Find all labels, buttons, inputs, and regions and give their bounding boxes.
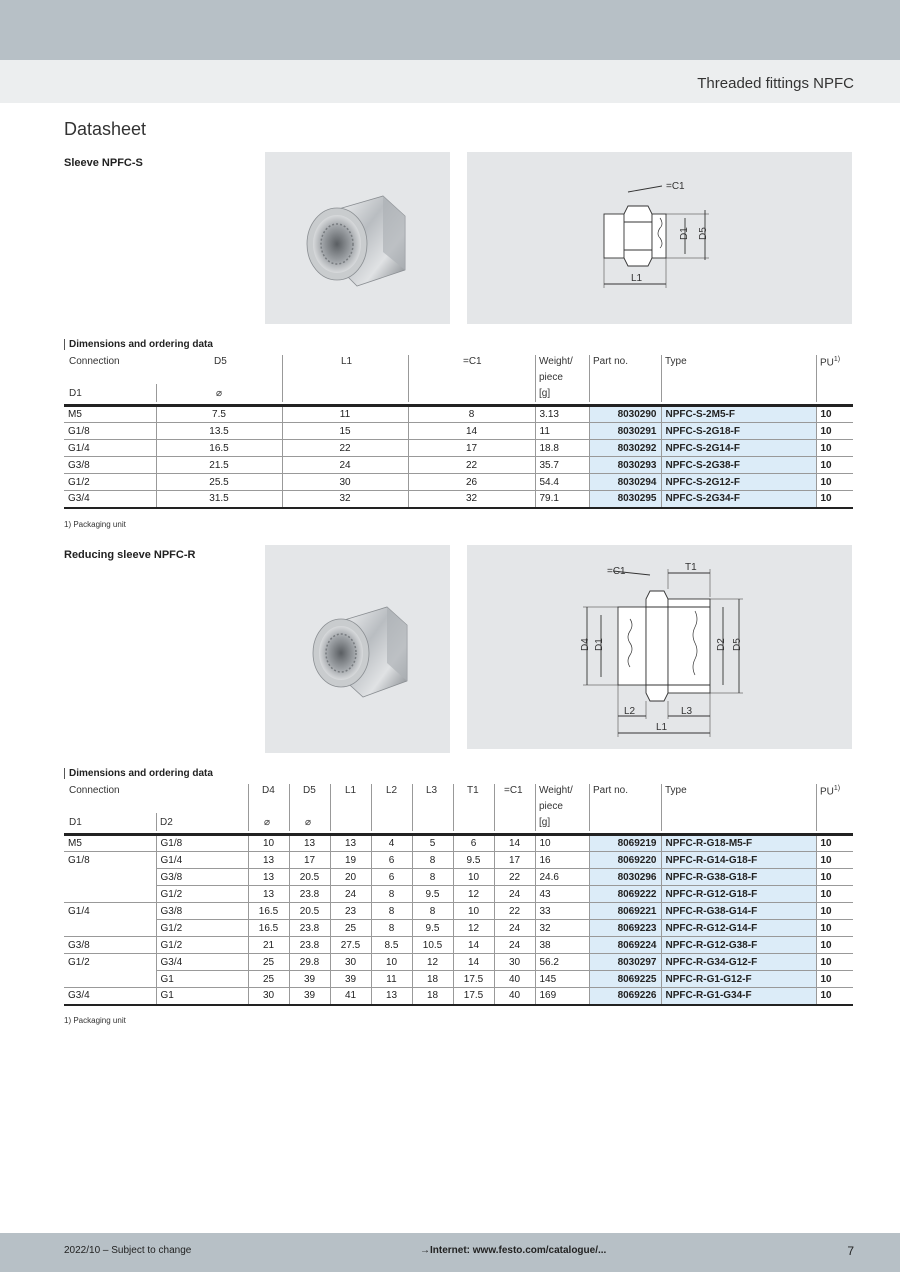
- reducing-cell: 8: [412, 903, 453, 920]
- reducing-cell: NPFC-R-G34-G12-F: [661, 954, 816, 971]
- technical-drawing-sleeve: [467, 152, 852, 324]
- footnote-reducing-sleeve: 1) Packaging unit: [64, 1016, 126, 1025]
- dim-label-d2: D2: [716, 638, 727, 651]
- reducing-cell: 23.8: [289, 937, 330, 954]
- reducing-cell: 12: [412, 954, 453, 971]
- reducing-cell: 5: [412, 835, 453, 852]
- reducing-cell: 13: [248, 852, 289, 869]
- sleeve-cell: 30: [282, 474, 408, 491]
- reducing-cell: 18: [412, 988, 453, 1005]
- hdr2-piece: piece: [539, 801, 563, 812]
- reducing-cell: 8069226: [589, 988, 661, 1005]
- reducing-cell: 18: [412, 971, 453, 988]
- section-title-sleeve: Sleeve NPFC-S: [64, 157, 143, 169]
- hdr-weight: Weight/: [539, 356, 573, 367]
- reducing-cell: 6: [371, 852, 412, 869]
- sleeve-row: [64, 474, 853, 491]
- reducing-cell: 19: [330, 852, 371, 869]
- reducing-cell: 39: [289, 971, 330, 988]
- hdr-partno: Part no.: [593, 356, 629, 367]
- dim-label-l1-r: L1: [656, 722, 668, 733]
- sleeve-cell: 8030294: [589, 474, 661, 491]
- hdr2-pu: PU$^{1)}$: [820, 785, 841, 798]
- reducing-cell: G1/2: [156, 920, 248, 937]
- reducing-cell: 14: [494, 835, 535, 852]
- reducing-cell: 17: [289, 852, 330, 869]
- reducing-cell: 10: [453, 869, 494, 886]
- reducing-cell: 33: [535, 903, 589, 920]
- reducing-cell: 22: [494, 869, 535, 886]
- reducing-cell: 8: [371, 886, 412, 903]
- reducing-cell: 12: [453, 886, 494, 903]
- reducing-cell: 11: [371, 971, 412, 988]
- dim-label-l1: L1: [631, 273, 643, 284]
- sleeve-row: [64, 440, 853, 457]
- sleeve-cell: 16.5: [156, 440, 282, 457]
- header-title: Threaded fittings NPFC: [697, 75, 854, 92]
- sleeve-cell: 8030292: [589, 440, 661, 457]
- dim-label-wrench: =C1: [666, 181, 685, 192]
- reducing-cell: 9.5: [412, 886, 453, 903]
- sleeve-cell: 8030293: [589, 457, 661, 474]
- hdr2-d4: D4: [262, 785, 275, 796]
- reducing-cell: 10: [816, 988, 853, 1005]
- footer-catalogue-link[interactable]: →Internet: www.festo.com/catalogue/...: [420, 1245, 607, 1256]
- reducing-cell: 13: [330, 835, 371, 852]
- reducing-cell: 23: [330, 903, 371, 920]
- hdr2-t1: T1: [467, 785, 479, 796]
- reducing-cell: 8069221: [589, 903, 661, 920]
- reducing-row: [64, 954, 853, 971]
- reducing-cell: 39: [330, 971, 371, 988]
- product-photo-sleeve: [265, 152, 450, 324]
- sleeve-cell: 24: [282, 457, 408, 474]
- sleeve-cell: 32: [408, 491, 535, 508]
- sleeve-cell: NPFC-S-2G34-F: [661, 491, 816, 508]
- sleeve-cell: 8030295: [589, 491, 661, 508]
- hdr2-weight-unit: [g]: [539, 817, 551, 828]
- sleeve-cell: 54.4: [535, 474, 589, 491]
- sleeve-cell: 7.5: [156, 406, 282, 423]
- reducing-cell: NPFC-R-G38-G14-F: [661, 903, 816, 920]
- reducing-cell: 10: [816, 954, 853, 971]
- reducing-cell: M5: [64, 835, 156, 852]
- reducing-cell: 27.5: [330, 937, 371, 954]
- reducing-cell: G1/8: [156, 835, 248, 852]
- reducing-row: [64, 852, 853, 869]
- reducing-cell: 8069225: [589, 971, 661, 988]
- reducing-cell: G1/2: [68, 956, 90, 968]
- reducing-cell: NPFC-R-G12-G18-F: [661, 886, 816, 903]
- hdr2-wrench: =C1: [504, 785, 523, 796]
- reducing-cell: 40: [494, 971, 535, 988]
- reducing-row: [64, 937, 853, 954]
- sleeve-cell: 22: [408, 457, 535, 474]
- table-caption-sleeve: Dimensions and ordering data: [64, 339, 213, 350]
- reducing-cell: 16.5: [248, 903, 289, 920]
- reducing-cell: G1/4: [68, 905, 90, 917]
- reducing-cell: 13: [289, 835, 330, 852]
- reducing-cell: G1/8: [68, 854, 90, 866]
- reducing-cell: 8: [371, 903, 412, 920]
- reducing-row: [64, 988, 853, 1005]
- reducing-cell: [64, 920, 156, 937]
- reducing-cell: [64, 971, 156, 988]
- reducing-cell: 10: [453, 903, 494, 920]
- reducing-cell: 8069222: [589, 886, 661, 903]
- hdr-d1: D1: [69, 388, 82, 399]
- reducing-cell: G1: [156, 971, 248, 988]
- reducing-sleeve-photo-shape: [313, 607, 407, 697]
- dim-label-d1-r: D1: [594, 638, 605, 651]
- reducing-cell: NPFC-R-G38-G18-F: [661, 869, 816, 886]
- reducing-cell: 29.8: [289, 954, 330, 971]
- reducing-cell: 9.5: [412, 920, 453, 937]
- hdr2-type: Type: [665, 785, 687, 796]
- reducing-cell: 20.5: [289, 903, 330, 920]
- reducing-cell: 10: [816, 920, 853, 937]
- sleeve-cell: NPFC-S-2G12-F: [661, 474, 816, 491]
- reducing-cell: 8069223: [589, 920, 661, 937]
- hdr-d5: D5: [214, 356, 227, 367]
- reducing-cell: 25: [330, 920, 371, 937]
- reducing-cell: 22: [494, 903, 535, 920]
- sleeve-cell: 10: [816, 457, 853, 474]
- sleeve-cell: 15: [282, 423, 408, 440]
- reducing-cell: 56.2: [535, 954, 589, 971]
- sleeve-cell: 13.5: [156, 423, 282, 440]
- reducing-row: [64, 835, 853, 852]
- reducing-cell: 8030296: [589, 869, 661, 886]
- reducing-cell: G1: [156, 988, 248, 1005]
- reducing-cell: 17: [494, 852, 535, 869]
- reducing-cell: 10.5: [412, 937, 453, 954]
- dim-label-l2: L2: [624, 706, 636, 717]
- reducing-cell: 10: [816, 852, 853, 869]
- reducing-cell: 23.8: [289, 886, 330, 903]
- reducing-cell: 8: [412, 869, 453, 886]
- hdr2-d4-unit: ⌀: [264, 817, 271, 828]
- hdr2-partno: Part no.: [593, 785, 629, 796]
- hdr2-d5: D5: [303, 785, 316, 796]
- table-header-sleeve: [64, 355, 853, 402]
- reducing-cell: 10: [816, 937, 853, 954]
- sleeve-cell: G3/4: [64, 491, 156, 508]
- hdr-type: Type: [665, 356, 687, 367]
- sleeve-cell: 11: [282, 406, 408, 423]
- sleeve-cell: 3.13: [535, 406, 589, 423]
- table-header-reducing-sleeve: [64, 784, 853, 831]
- hdr2-l2: L2: [386, 785, 398, 796]
- reducing-cell: 169: [535, 988, 589, 1005]
- dim-label-d4: D4: [580, 638, 591, 651]
- reducing-cell: 39: [289, 988, 330, 1005]
- reducing-row: [64, 920, 853, 937]
- reducing-cell: NPFC-R-G18-M5-F: [661, 835, 816, 852]
- reducing-cell: G3/4: [156, 954, 248, 971]
- reducing-row: [64, 886, 853, 903]
- sleeve-cell: NPFC-S-2G18-F: [661, 423, 816, 440]
- reducing-cell: G1/4: [156, 852, 248, 869]
- hdr-weight-unit: [g]: [539, 388, 551, 399]
- reducing-cell: 30: [494, 954, 535, 971]
- sleeve-cell: 32: [282, 491, 408, 508]
- reducing-cell: 14: [453, 937, 494, 954]
- reducing-cell: 9.5: [453, 852, 494, 869]
- sleeve-cell: 10: [816, 491, 853, 508]
- sleeve-cell: 10: [816, 423, 853, 440]
- data-table-sleeve: [64, 404, 853, 509]
- reducing-cell: 14: [453, 954, 494, 971]
- reducing-cell: NPFC-R-G1-G12-F: [661, 971, 816, 988]
- hdr2-d2: D2: [160, 817, 173, 828]
- sleeve-cell: G3/8: [64, 457, 156, 474]
- reducing-cell: 32: [535, 920, 589, 937]
- sleeve-cell: 79.1: [535, 491, 589, 508]
- hdr2-d1: D1: [69, 817, 82, 828]
- sleeve-photo-shape: [307, 196, 405, 286]
- sleeve-cell: 8: [408, 406, 535, 423]
- product-photo-reducing-sleeve: [265, 545, 450, 753]
- reducing-cell: 6: [453, 835, 494, 852]
- sleeve-row: [64, 423, 853, 440]
- reducing-cell: 8030297: [589, 954, 661, 971]
- sleeve-cell: NPFC-S-2G14-F: [661, 440, 816, 457]
- reducing-row: [64, 971, 853, 988]
- sleeve-cell: 10: [816, 474, 853, 491]
- technical-drawing-reducing-sleeve: [467, 545, 852, 749]
- sleeve-cell: 22: [282, 440, 408, 457]
- sleeve-cell: 8030290: [589, 406, 661, 423]
- reducing-cell: G3/8: [156, 903, 248, 920]
- reducing-cell: 10: [816, 971, 853, 988]
- reducing-cell: NPFC-R-G14-G18-F: [661, 852, 816, 869]
- hdr-l1: L1: [341, 356, 353, 367]
- reducing-cell: 8069224: [589, 937, 661, 954]
- dim-label-d1: D1: [679, 227, 690, 240]
- reducing-cell: 25: [248, 971, 289, 988]
- hdr-wrench: =C1: [463, 356, 482, 367]
- sleeve-cell: 14: [408, 423, 535, 440]
- sleeve-cell: 10: [816, 440, 853, 457]
- reducing-cell: NPFC-R-G12-G14-F: [661, 920, 816, 937]
- reducing-row: [64, 869, 853, 886]
- reducing-cell: 10: [371, 954, 412, 971]
- reducing-cell: 20: [330, 869, 371, 886]
- data-table-reducing-sleeve: [64, 833, 853, 1006]
- reducing-row: [64, 903, 853, 920]
- reducing-cell: 13: [371, 988, 412, 1005]
- reducing-cell: 4: [371, 835, 412, 852]
- reducing-cell: G3/8: [156, 869, 248, 886]
- dim-label-d5-r: D5: [732, 638, 743, 651]
- reducing-cell: 24: [494, 886, 535, 903]
- sleeve-cell: 35.7: [535, 457, 589, 474]
- reducing-cell: [64, 869, 156, 886]
- hdr2-l1: L1: [345, 785, 357, 796]
- reducing-cell: 25: [248, 954, 289, 971]
- sleeve-cell: 8030291: [589, 423, 661, 440]
- reducing-cell: 41: [330, 988, 371, 1005]
- dim-label-d5: D5: [698, 227, 709, 240]
- hdr2-l3: L3: [426, 785, 438, 796]
- reducing-cell: 24.6: [535, 869, 589, 886]
- sleeve-cell: G1/8: [64, 423, 156, 440]
- page-heading: Datasheet: [64, 119, 147, 139]
- dim-label-t1: T1: [685, 562, 697, 573]
- sleeve-cell: 31.5: [156, 491, 282, 508]
- sleeve-cell: G1/2: [64, 474, 156, 491]
- reducing-cell: 8069220: [589, 852, 661, 869]
- sleeve-row: [64, 457, 853, 474]
- reducing-cell: 30: [248, 988, 289, 1005]
- sleeve-cell: NPFC-S-2M5-F: [661, 406, 816, 423]
- hdr-piece: piece: [539, 372, 563, 383]
- reducing-cell: 17.5: [453, 988, 494, 1005]
- reducing-cell: 8: [412, 852, 453, 869]
- reducing-cell: 10: [816, 835, 853, 852]
- reducing-cell: 8: [371, 920, 412, 937]
- sleeve-row: [64, 491, 853, 508]
- reducing-cell: 13: [248, 886, 289, 903]
- sleeve-cell: 25.5: [156, 474, 282, 491]
- footnote-sleeve: 1) Packaging unit: [64, 520, 126, 529]
- reducing-cell: 6: [371, 869, 412, 886]
- reducing-cell: 24: [494, 937, 535, 954]
- reducing-cell: 16: [535, 852, 589, 869]
- footer-date: 2022/10 – Subject to change: [64, 1245, 192, 1256]
- sleeve-cell: G1/4: [64, 440, 156, 457]
- reducing-cell: 20.5: [289, 869, 330, 886]
- reducing-cell: 38: [535, 937, 589, 954]
- hdr2-weight: Weight/: [539, 785, 573, 796]
- reducing-cell: 10: [535, 835, 589, 852]
- reducing-cell: G1/2: [156, 886, 248, 903]
- reducing-cell: 145: [535, 971, 589, 988]
- reducing-cell: 40: [494, 988, 535, 1005]
- reducing-cell: NPFC-R-G1-G34-F: [661, 988, 816, 1005]
- top-band: [0, 0, 900, 60]
- dim-label-wrench-r: =C1: [607, 566, 626, 577]
- sleeve-cell: M5: [64, 406, 156, 423]
- reducing-cell: 17.5: [453, 971, 494, 988]
- reducing-cell: 10: [248, 835, 289, 852]
- reducing-cell: 16.5: [248, 920, 289, 937]
- reducing-cell: [64, 886, 156, 903]
- hdr-connection: Connection: [69, 356, 120, 367]
- sleeve-cell: 11: [535, 423, 589, 440]
- reducing-cell: 43: [535, 886, 589, 903]
- sleeve-cell: 21.5: [156, 457, 282, 474]
- reducing-cell: NPFC-R-G12-G38-F: [661, 937, 816, 954]
- dim-label-l3: L3: [681, 706, 693, 717]
- sleeve-row: [64, 406, 853, 423]
- reducing-cell: 10: [816, 869, 853, 886]
- reducing-cell: 12: [453, 920, 494, 937]
- reducing-cell: 24: [494, 920, 535, 937]
- reducing-cell: 8069219: [589, 835, 661, 852]
- hdr2-d5-unit: ⌀: [305, 817, 312, 828]
- sleeve-cell: 10: [816, 406, 853, 423]
- reducing-cell: G1/2: [156, 937, 248, 954]
- sleeve-cell: NPFC-S-2G38-F: [661, 457, 816, 474]
- section-title-reducing-sleeve: Reducing sleeve NPFC-R: [64, 549, 196, 561]
- hdr-d5-unit: ⌀: [216, 388, 223, 399]
- page-number: 7: [847, 1244, 854, 1258]
- sleeve-cell: 17: [408, 440, 535, 457]
- reducing-cell: 21: [248, 937, 289, 954]
- table-caption-reducing-sleeve: Dimensions and ordering data: [64, 768, 213, 779]
- sleeve-cell: 26: [408, 474, 535, 491]
- reducing-cell: 30: [330, 954, 371, 971]
- reducing-cell: G3/8: [64, 937, 156, 954]
- hdr-pu: PU$^{1)}$: [820, 356, 841, 369]
- reducing-cell: 24: [330, 886, 371, 903]
- reducing-cell: 13: [248, 869, 289, 886]
- sleeve-cell: 18.8: [535, 440, 589, 457]
- reducing-cell: 10: [816, 903, 853, 920]
- reducing-cell: 23.8: [289, 920, 330, 937]
- reducing-cell: 10: [816, 886, 853, 903]
- hdr2-connection: Connection: [69, 785, 120, 796]
- reducing-cell: 8.5: [371, 937, 412, 954]
- reducing-cell: G3/4: [64, 988, 156, 1005]
